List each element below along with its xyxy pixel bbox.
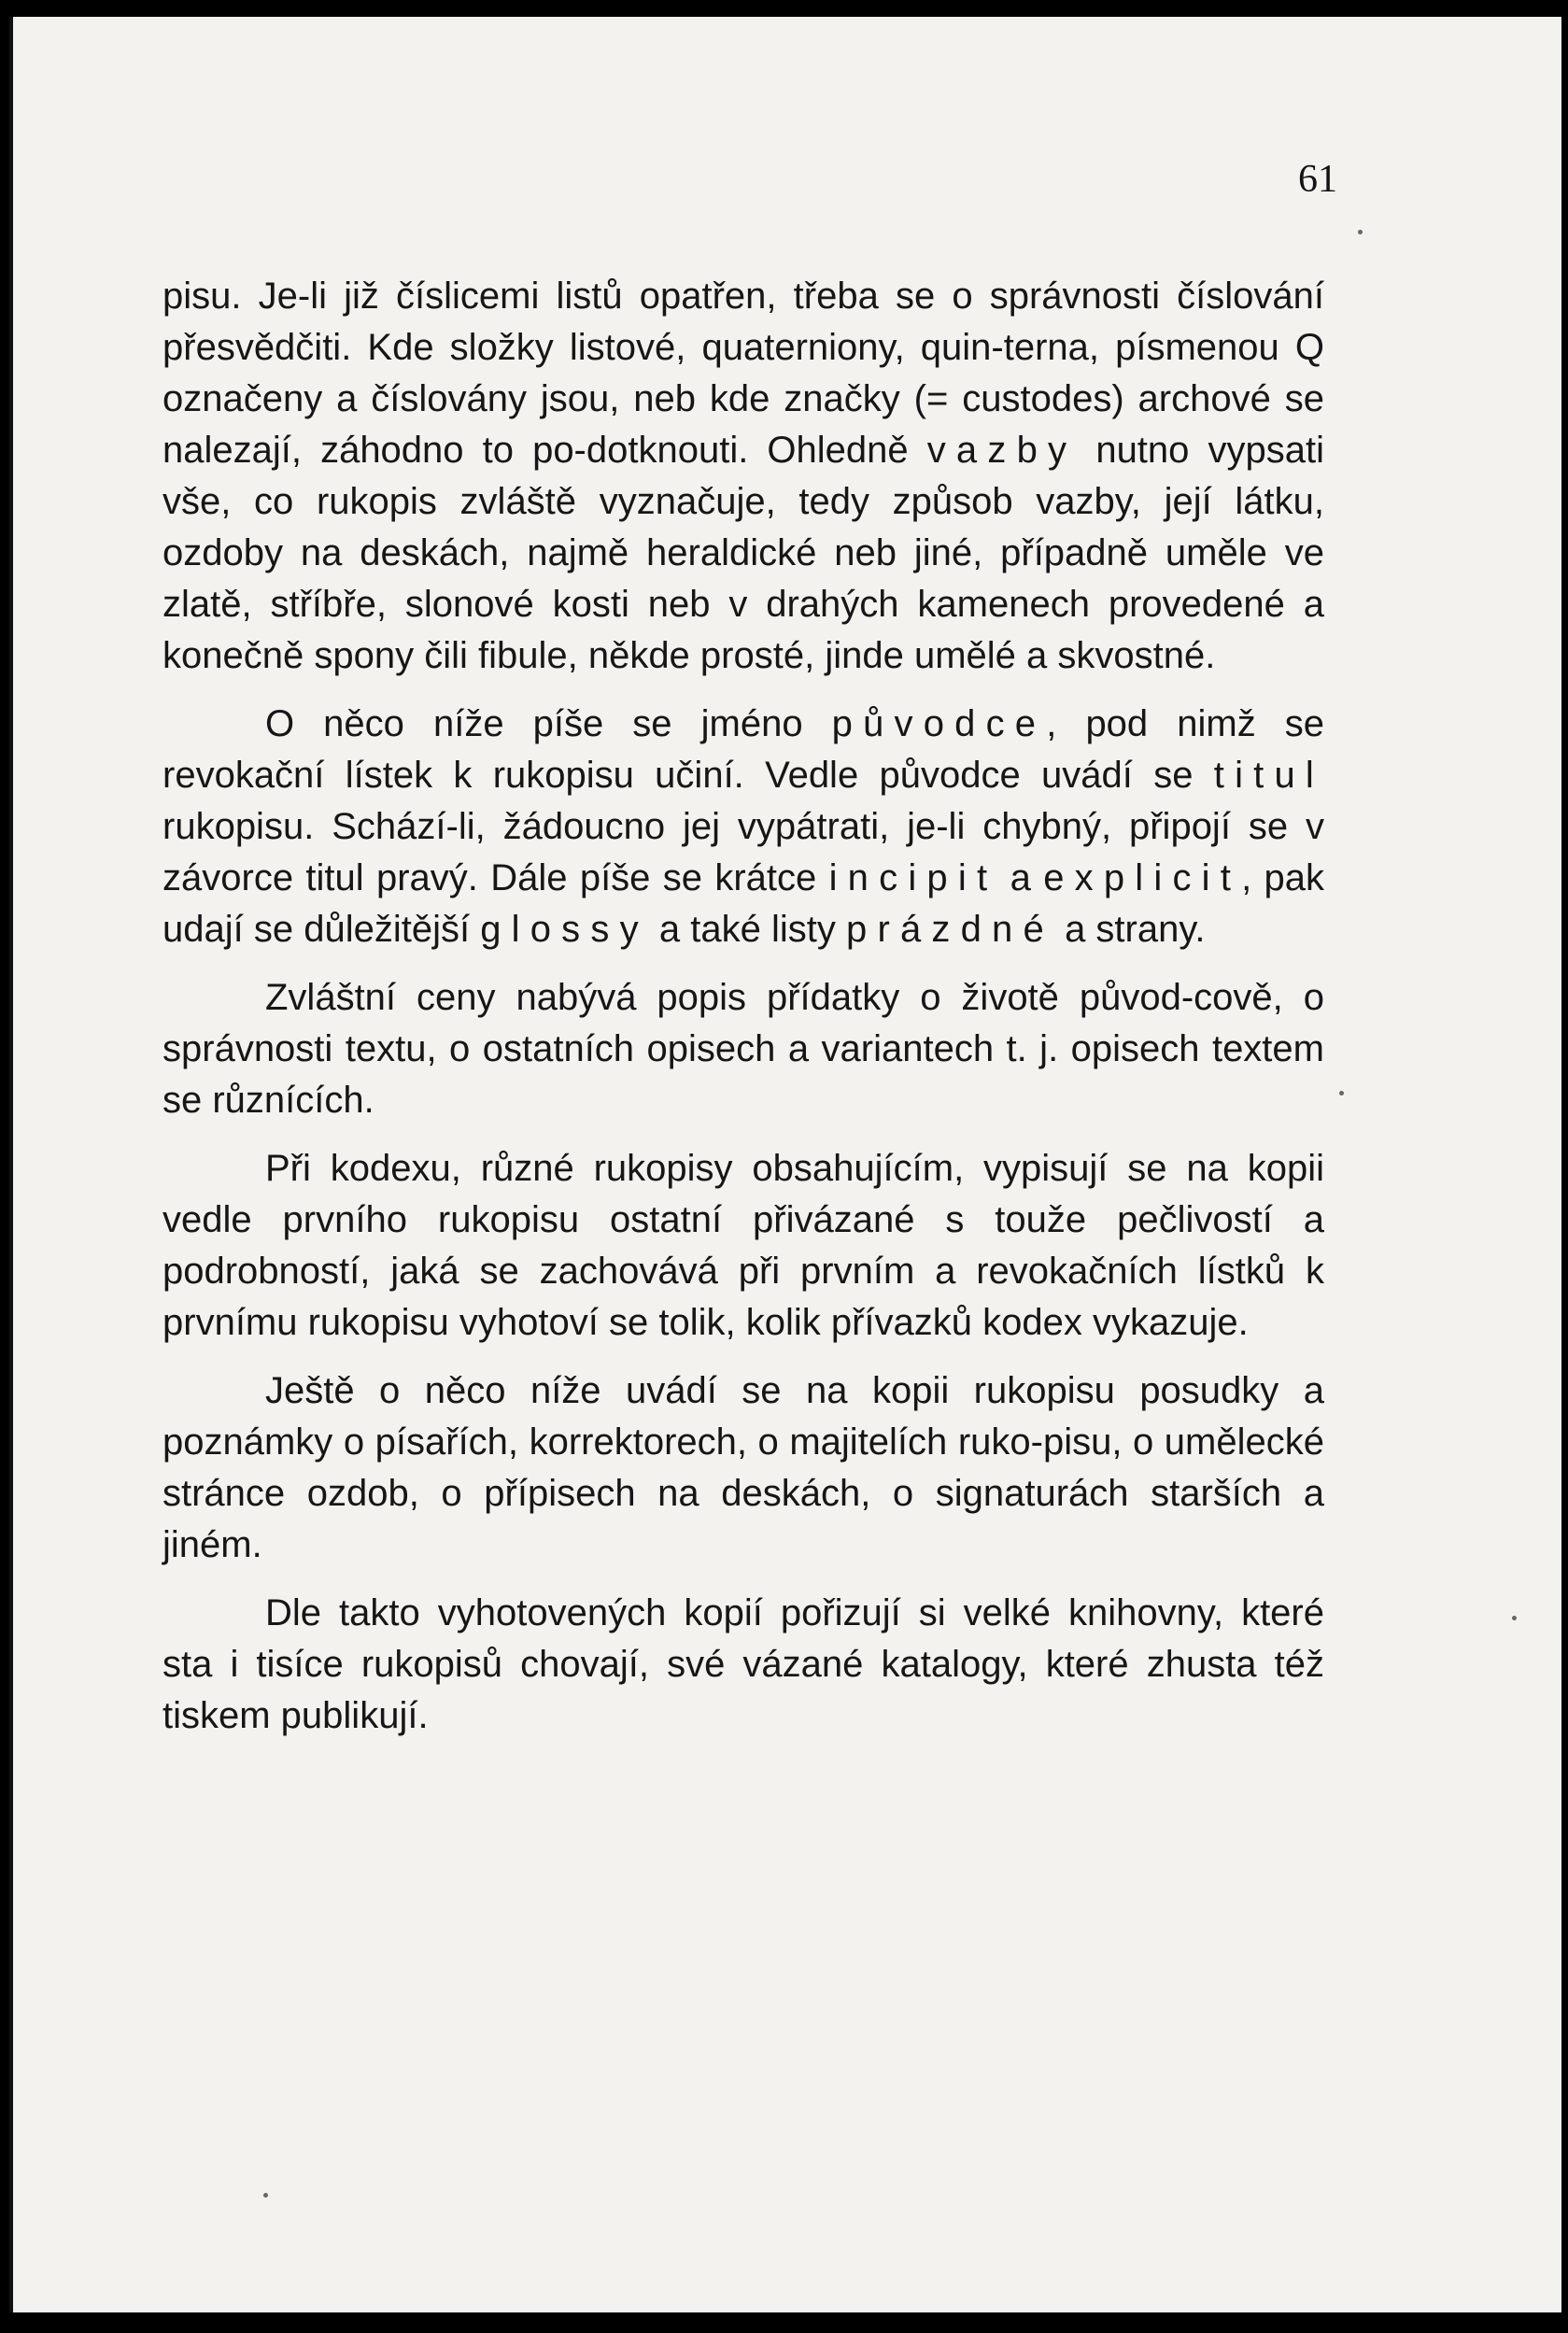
- scan-speck: [1358, 230, 1363, 234]
- scan-speck: [1339, 1091, 1344, 1096]
- paragraph-text: Zvláštní ceny nabývá popis přídatky o životě původ-cově, o správnosti textu, o ostatních opisech a variantech t. j. opisech textem se různících.: [162, 977, 1324, 1121]
- spaced-term: explicit: [1043, 857, 1242, 898]
- spaced-term: původce: [831, 703, 1047, 744]
- paragraph-6: [162, 1588, 1324, 1742]
- paragraph-text: , pod nimž se revokační lístek k rukopisu učiní. Vedle původce uvádí se: [162, 703, 1325, 796]
- paragraph-text: nutno vypsati vše, co rukopis zvláště vyznačuje, tedy způsob vazby, její látku, ozdoby na deskách, najmě heraldické neb jiné, případně uměle ve zlatě, stříbře, slonové kosti neb v drahých kamenech provedené a konečně spony čili fibule, někde prosté, jinde umělé a skvostné.: [162, 430, 1324, 676]
- spaced-term: titul: [1213, 755, 1324, 796]
- paragraph-3: [162, 972, 1324, 1126]
- body-text: [162, 271, 1324, 1759]
- paragraph-5: [162, 1365, 1324, 1571]
- spaced-term: vazby: [926, 430, 1078, 471]
- paragraph-text: pisu. Je-li již číslicemi listů opatřen, třeba se o správnosti číslování přesvědčiti. Kde složky listové, quaterniony, quin-terna, písmenou Q označeny a číslovány jsou, neb kde značky (= custodes) archové se nalezají, záhodno to po-dotknouti. Ohledně: [162, 276, 1324, 471]
- paragraph-text: Při kodexu, různé rukopisy obsahujícím, vypisují se na kopii vedle prvního rukopisu ostatní přivázané s touže pečlivostí a podrobností, jaká se zachovává při prvním a revokačních lístků k prvnímu rukopisu vyhotoví se tolik, kolik přívazků kodex vykazuje.: [162, 1148, 1324, 1343]
- paragraph-text: , pak udají se důležitější: [162, 857, 1324, 950]
- paragraph-text: Dle takto vyhotovených kopií pořizují si velké knihovny, které sta i tisíce rukopisů chovají, své vázané katalogy, které zhusta též tiskem publikují.: [162, 1592, 1324, 1736]
- paragraph-text: a strany.: [1053, 909, 1206, 950]
- spaced-term: glossy: [480, 909, 649, 950]
- scan-speck: [1512, 1616, 1517, 1620]
- paragraph-text: Ještě o něco níže uvádí se na kopii rukopisu posudky a poznámky o písařích, korrektorech, o majitelích ruko-pisu, o umělecké stránce ozdob, o přípisech na deskách, o signaturách starších a jiném.: [162, 1370, 1324, 1565]
- paragraph-4: [162, 1143, 1324, 1349]
- scan-speck: [263, 2193, 268, 2198]
- paragraph-text: O něco níže píše se jméno: [265, 703, 832, 744]
- spaced-term: prázdné: [846, 909, 1054, 950]
- page-number: 61: [1298, 158, 1337, 201]
- paragraph-text: rukopisu. Schází-li, žádoucno jej vypátrati, je-li chybný, připojí se v závorce titul pravý. Dále píše se krátce: [162, 806, 1324, 898]
- paragraph-2: [162, 699, 1324, 955]
- book-page: [9, 17, 1561, 2312]
- paragraph-text: a: [997, 857, 1044, 898]
- spaced-term: incipit: [828, 857, 998, 898]
- paragraph-text: a také listy: [648, 909, 846, 950]
- paragraph-1: [162, 271, 1324, 682]
